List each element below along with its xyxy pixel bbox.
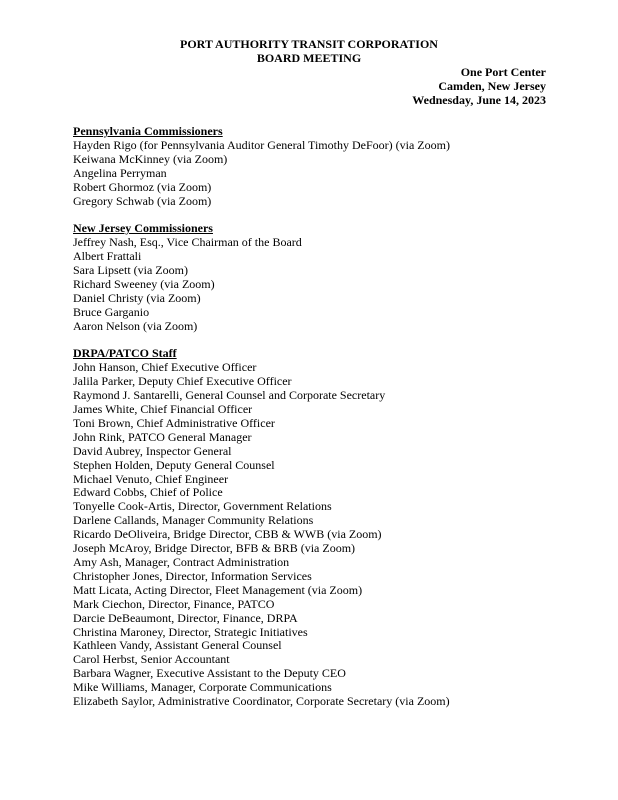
attendee-line: Sara Lipsett (via Zoom) [73, 263, 188, 278]
attendee-line: Michael Venuto, Chief Engineer [73, 471, 229, 486]
attendee-line: Darcie DeBeaumont, Director, Finance, DRPA [73, 610, 298, 625]
attendee-line: John Hanson, Chief Executive Officer [73, 360, 257, 375]
section-heading: Pennsylvania Commissioners [73, 124, 223, 138]
attendee-line: Bruce Garganio [73, 304, 150, 319]
attendee-line: Jeffrey Nash, Esq., Vice Chairman of the Board [73, 235, 302, 250]
attendee-line: Kathleen Vandy, Assistant General Counsel [73, 638, 282, 653]
location-line-2: Camden, New Jersey [438, 78, 546, 93]
attendee-line: Angelina Perryman [73, 165, 167, 180]
meeting-date: Wednesday, June 14, 2023 [412, 92, 546, 107]
attendee-line: Carol Herbst, Senior Accountant [73, 652, 230, 667]
attendee-line: Christopher Jones, Director, Information Services [73, 568, 312, 583]
attendee-line: Joseph McAroy, Bridge Director, BFB & BRB (via Zoom) [73, 541, 356, 556]
location-line-1: One Port Center [460, 64, 546, 79]
attendee-line: Darlene Callands, Manager Community Relations [73, 513, 314, 528]
attendee-line: Matt Licata, Acting Director, Fleet Management (via Zoom) [73, 582, 363, 597]
attendee-line: Ricardo DeOliveira, Bridge Director, CBB & WWB (via Zoom) [73, 527, 382, 542]
attendee-line: Keiwana McKinney (via Zoom) [73, 151, 228, 166]
attendee-line: Elizabeth Saylor, Administrative Coordinator, Corporate Secretary (via Zoom) [73, 694, 450, 709]
attendee-line: Albert Frattali [73, 249, 142, 264]
section-heading: DRPA/PATCO Staff [73, 346, 177, 361]
attendee-list [73, 361, 593, 709]
attendee-line: Raymond J. Santarelli, General Counsel and Corporate Secretary [73, 388, 386, 403]
attendee-line: Gregory Schwab (via Zoom) [73, 193, 212, 208]
attendee-line: Amy Ash, Manager, Contract Administration [73, 554, 290, 569]
attendee-line: Stephen Holden, Deputy General Counsel [73, 457, 275, 472]
attendee-line: Robert Ghormoz (via Zoom) [73, 179, 212, 194]
section-heading: New Jersey Commissioners [73, 221, 213, 236]
attendee-line: Barbara Wagner, Executive Assistant to the Deputy CEO [73, 666, 346, 681]
attendee-list [73, 139, 593, 209]
meeting-title: BOARD MEETING [256, 50, 362, 65]
new-jersey-commissioners-section [73, 222, 593, 333]
attendee-list [73, 236, 593, 333]
drpa-patco-staff-section [73, 347, 593, 709]
pennsylvania-commissioners-section [73, 125, 593, 208]
attendee-line: Aaron Nelson (via Zoom) [73, 318, 198, 333]
attendee-line: John Rink, PATCO General Manager [73, 429, 252, 444]
attendee-line: Daniel Christy (via Zoom) [73, 290, 201, 305]
attendee-line: Richard Sweeney (via Zoom) [73, 276, 215, 291]
attendee-line: Christina Maroney, Director, Strategic Initiatives [73, 624, 308, 639]
attendee-line: Hayden Rigo (for Pennsylvania Auditor General Timothy DeFoor) (via Zoom) [73, 137, 450, 152]
organization-title: PORT AUTHORITY TRANSIT CORPORATION [180, 37, 438, 51]
attendee-line: Tonyelle Cook-Artis, Director, Government Relations [73, 499, 332, 514]
attendee-line: Toni Brown, Chief Administrative Officer [73, 415, 275, 430]
attendee-line: David Aubrey, Inspector General [73, 443, 232, 458]
attendee-line: James White, Chief Financial Officer [73, 402, 253, 417]
attendee-line: Mike Williams, Manager, Corporate Communications [73, 680, 332, 695]
attendee-line: Mark Ciechon, Director, Finance, PATCO [73, 596, 275, 611]
attendee-line: Jalila Parker, Deputy Chief Executive Officer [73, 374, 292, 389]
attendee-line: Edward Cobbs, Chief of Police [73, 485, 223, 500]
